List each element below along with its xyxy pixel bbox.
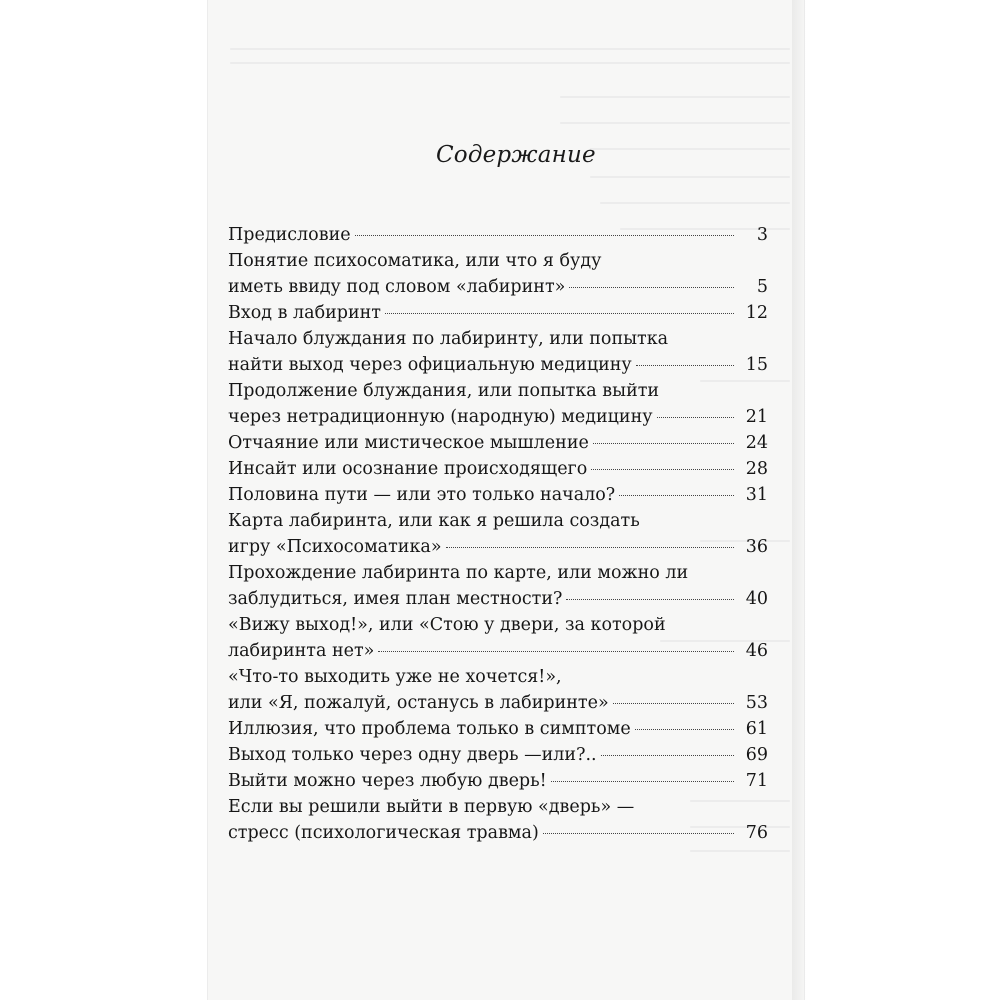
toc-entry-title-line: найти выход через официальную медицину [228,355,632,375]
toc-entry [228,378,768,430]
toc-entry-title-line: игру «Психосоматика» [228,537,442,557]
toc-page-number: 12 [745,303,768,323]
toc-page-number: 5 [756,277,768,297]
dot-leader [601,755,734,756]
toc-entry [228,430,768,456]
dot-leader [446,547,734,548]
toc-page-number: 36 [745,537,768,557]
toc-page-number: 21 [745,407,768,427]
toc-entry [228,508,768,560]
dot-leader [569,287,734,288]
toc-entry [228,456,768,482]
toc-entry [228,482,768,508]
toc-entry [228,248,768,300]
dot-leader [591,469,734,470]
dot-leader [619,495,734,496]
toc-entry-title-line: Инсайт или осознание происходящего [228,459,588,479]
dot-leader [636,365,734,366]
toc-page-number: 24 [745,433,768,453]
toc-entry [228,768,768,794]
toc-entry-title-line: иметь ввиду под словом «лабиринт» [228,277,566,297]
toc-page-number: 46 [745,641,768,661]
dot-leader [613,703,734,704]
toc-entry-title-line: Выход только через одну дверь —или?.. [228,745,597,765]
toc-entry-title-line: заблудиться, имея план местности? [228,589,563,609]
toc-entry-title-line: Предисловие [228,225,351,245]
toc-entry [228,300,768,326]
dot-leader [378,651,734,652]
dot-leader [566,599,734,600]
toc-entry-title-line: Иллюзия, что проблема только в симптоме [228,719,631,739]
dot-leader [551,781,734,782]
toc-entry-title-line: «Вижу выход!», или «Стою у двери, за которой [228,615,666,635]
toc-entry-title-line: Карта лабиринта, или как я решила создать [228,511,640,531]
page-edge-shadow [792,0,806,1000]
toc-page-number: 3 [756,225,768,245]
toc-entry [228,222,768,248]
toc-entry-title-line: Если вы решили выйти в первую «дверь» — [228,797,635,817]
toc-entry [228,326,768,378]
toc-page-number: 28 [745,459,768,479]
table-of-contents [228,222,768,846]
dot-leader [543,833,734,834]
toc-page-number: 31 [745,485,768,505]
toc-entry [228,794,768,846]
dot-leader [635,729,734,730]
toc-page-number: 71 [745,771,768,791]
toc-entry-title-line: Понятие психосоматика, или что я буду [228,251,602,271]
toc-entry [228,742,768,768]
toc-entry-title-line: лабиринта нет» [228,641,375,661]
dot-leader [355,235,734,236]
toc-page-number: 69 [745,745,768,765]
toc-page-number: 61 [745,719,768,739]
toc-entry-title-line: Выйти можно через любую дверь! [228,771,547,791]
toc-entry-title-line: Начало блуждания по лабиринту, или попытка [228,329,669,349]
toc-page-number: 15 [745,355,768,375]
toc-entry-title-line: Прохождение лабиринта по карте, или можно ли [228,563,689,583]
toc-page-number: 40 [745,589,768,609]
toc-title: Содержание [436,142,596,168]
toc-entry-title-line: стресс (психологическая травма) [228,823,539,843]
toc-page-number: 53 [745,693,768,713]
dot-leader [657,417,734,418]
toc-entry [228,716,768,742]
toc-entry [228,664,768,716]
toc-entry-title-line: «Что-то выходить уже не хочется!», [228,667,562,687]
toc-entry-title-line: или «Я, пожалуй, останусь в лабиринте» [228,693,609,713]
dot-leader [385,313,734,314]
toc-entry [228,612,768,664]
toc-entry [228,560,768,612]
toc-entry-title-line: Продолжение блуждания, или попытка выйти [228,381,660,401]
toc-entry-title-line: Вход в лабиринт [228,303,381,323]
toc-entry-title-line: Половина пути — или это только начало? [228,485,616,505]
toc-entry-title-line: Отчаяние или мистическое мышление [228,433,589,453]
dot-leader [593,443,734,444]
toc-page-number: 76 [745,823,768,843]
toc-entry-title-line: через нетрадиционную (народную) медицину [228,407,653,427]
